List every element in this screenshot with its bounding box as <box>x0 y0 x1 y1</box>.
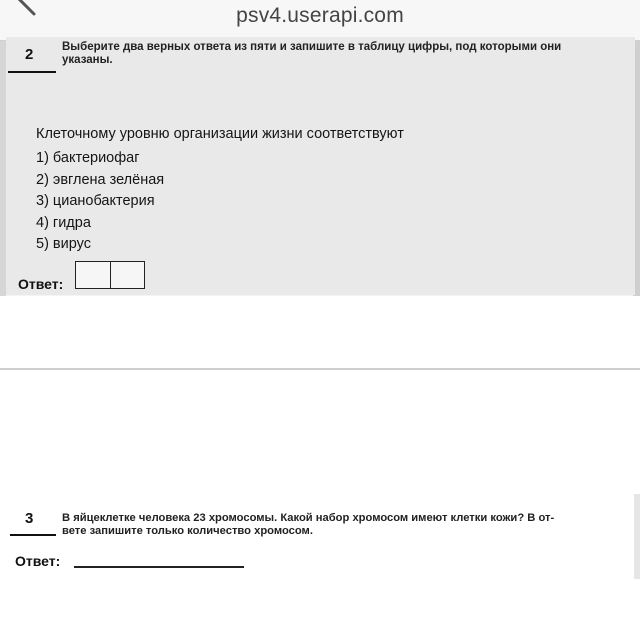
task-3-answer-label: Ответ: <box>15 553 61 569</box>
task-3-instruction <box>62 512 632 538</box>
task-3-number-underline <box>10 534 56 536</box>
task-3-instruction-line-2: вете запишите только количество хромосом. <box>62 525 313 537</box>
option-1: 1) бактериофаг <box>36 150 140 166</box>
answer-cell-2 <box>110 262 145 288</box>
task-2-number-underline <box>8 71 56 73</box>
option-3: 3) цианобактерия <box>36 193 155 209</box>
browser-top-bar <box>0 0 640 41</box>
task-3-number: 3 <box>25 510 34 527</box>
scan-edge-right-2 <box>634 494 640 579</box>
task-2-question: Клеточному уровню организации жизни соответствуют <box>36 126 404 142</box>
page-gap-2 <box>0 370 640 494</box>
task-2-answer-label: Ответ: <box>18 276 64 292</box>
answer-cell-1 <box>76 262 110 288</box>
task-3-answer-line <box>74 566 244 568</box>
option-5: 5) вирус <box>36 236 91 252</box>
task-3-instruction-line-1: В яйцеклетке человека 23 хромосомы. Какой набор хромосом имеют клетки кожи? В от- <box>62 512 555 524</box>
page-bottom <box>0 579 640 640</box>
task-2-instruction-line-1: Выберите два верных ответа из пяти и запишите в таблицу цифры, под которыми они <box>62 41 562 53</box>
option-2: 2) эвглена зелёная <box>36 171 165 188</box>
task-2-instruction <box>62 41 632 67</box>
task-2-options <box>36 150 164 258</box>
url-display[interactable]: psv4.userapi.com <box>236 4 404 27</box>
page-gap <box>0 296 640 368</box>
task-2-instruction-line-2: указаны. <box>62 54 113 66</box>
task-2-number: 2 <box>25 46 34 63</box>
option-4: 4) гидра <box>36 214 91 231</box>
task-2-answer-box <box>75 261 145 289</box>
